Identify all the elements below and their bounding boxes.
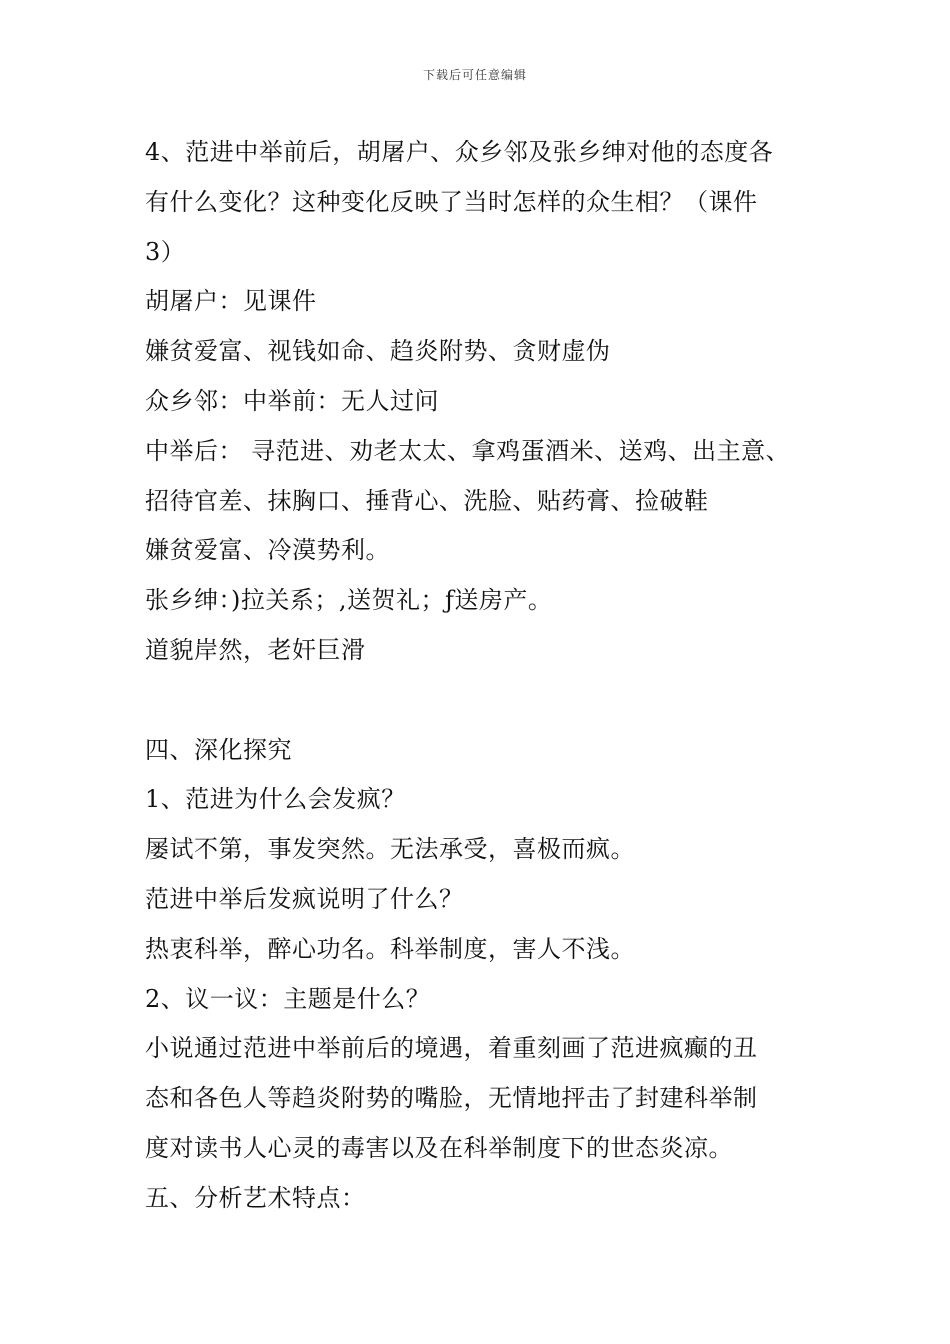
text-line: 度对读书人心灵的毒害以及在科举制度下的世态炎凉。 (145, 1133, 733, 1162)
text-line: 3） (145, 237, 186, 266)
text-line: 胡屠户：见课件 (145, 287, 317, 316)
text-line: 嫌贫爱富、冷漠势利。 (145, 536, 390, 565)
text-line: 众乡邻：中举前：无人过问 (145, 386, 439, 415)
text-line: 小说通过范进中举前后的境遇，着重刻画了范进疯癫的丑 (145, 1034, 758, 1063)
text-line: 张乡绅：)拉关系；,送贺礼；ƒ送房产。 (145, 586, 553, 615)
text-line: 道貌岸然，老奸巨滑 (145, 635, 366, 664)
document-body (145, 128, 825, 1224)
section-heading: 四、深化探究 (145, 735, 292, 764)
page-header: 下载后可任意编辑 (422, 68, 527, 82)
text-line: 有什么变化？这种变化反映了当时怎样的众生相？（课件 (145, 187, 758, 216)
text-line: 嫌贫爱富、视钱如命、趋炎附势、贪财虚伪 (145, 337, 611, 366)
text-line: 4、范进中举前后，胡屠户、众乡邻及张乡绅对他的态度各 (145, 138, 774, 166)
blank-line (145, 676, 825, 726)
text-line: 范进中举后发疯说明了什么？ (145, 884, 464, 913)
text-line: 屡试不第，事发突然。无法承受，喜极而疯。 (145, 835, 635, 864)
section-heading: 五、分析艺术特点： (145, 1183, 366, 1212)
text-line: 中举后： 寻范进、劝老太太、拿鸡蛋酒米、送鸡、出主意、 (145, 436, 791, 465)
text-line: 招待官差、抹胸口、捶背心、洗脸、贴药膏、捡破鞋 (145, 486, 709, 515)
text-line: 1、范进为什么会发疯？ (145, 785, 406, 814)
text-line: 热衷科举，醉心功名。科举制度，害人不浅。 (145, 934, 635, 963)
text-line: 2、议一议：主题是什么？ (145, 984, 431, 1013)
text-line: 态和各色人等趋炎附势的嘴脸，无情地抨击了封建科举制 (145, 1084, 758, 1113)
